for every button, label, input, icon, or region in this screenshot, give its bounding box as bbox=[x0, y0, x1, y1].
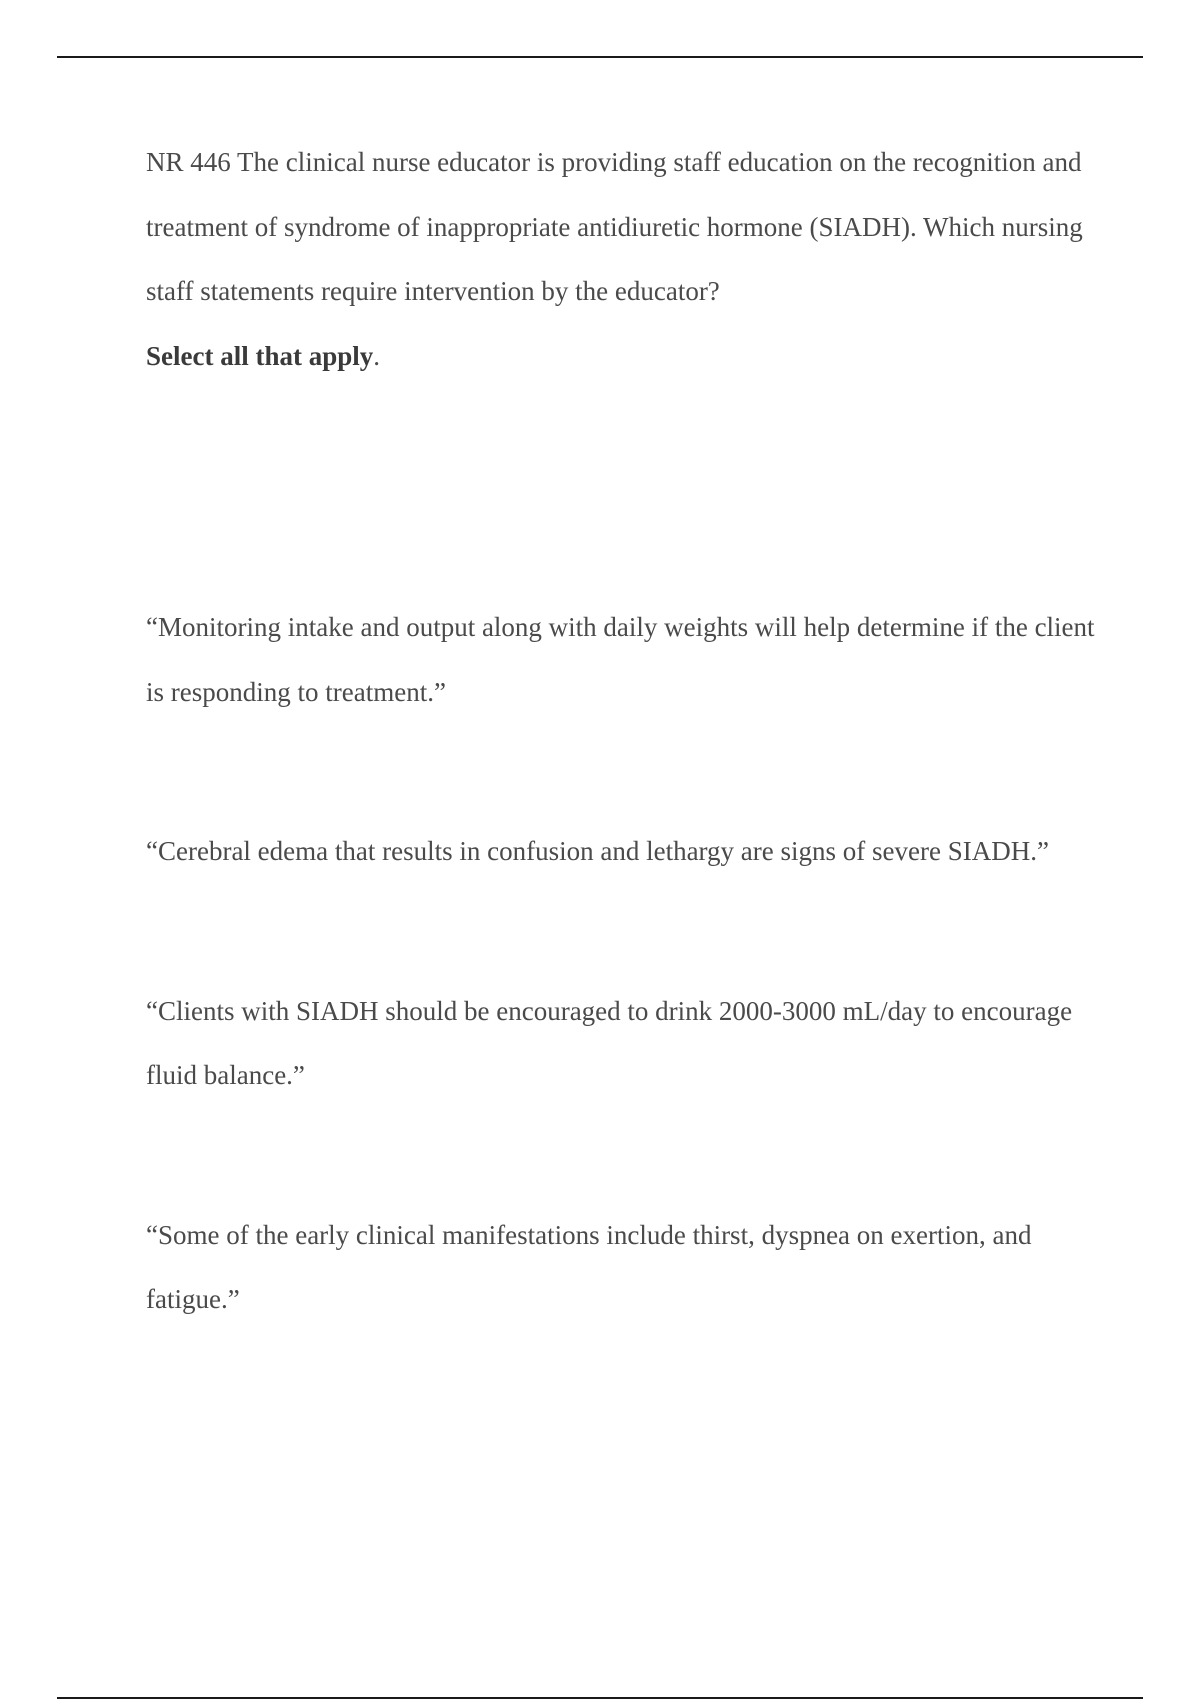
question-text bbox=[146, 130, 1106, 388]
option-3: “Clients with SIADH should be encouraged to drink 2000-3000 mL/day to encourage fluid balance.” bbox=[146, 995, 1073, 1090]
option-2: “Cerebral edema that results in confusion and lethargy are signs of severe SIADH.” bbox=[146, 836, 1049, 866]
answer-options bbox=[146, 595, 1106, 1332]
question-stem: NR 446 The clinical nurse educator is providing staff education on the recognition and treatment of syndrome of inappropriate antidiuretic hormone (SIADH). Which nursing staff statements require intervention by the educator? bbox=[146, 147, 1083, 306]
footer-rule bbox=[57, 1697, 1143, 1699]
select-all-instruction: Select all that apply bbox=[146, 340, 374, 371]
instruction-period: . bbox=[373, 340, 380, 371]
option-1: “Monitoring intake and output along with daily weights will help determine if the client is responding to treatment.” bbox=[146, 612, 1095, 707]
header-rule bbox=[57, 56, 1143, 58]
option-4: “Some of the early clinical manifestations include thirst, dyspnea on exertion, and fatigue.” bbox=[146, 1219, 1032, 1314]
document-body bbox=[146, 130, 1106, 1427]
